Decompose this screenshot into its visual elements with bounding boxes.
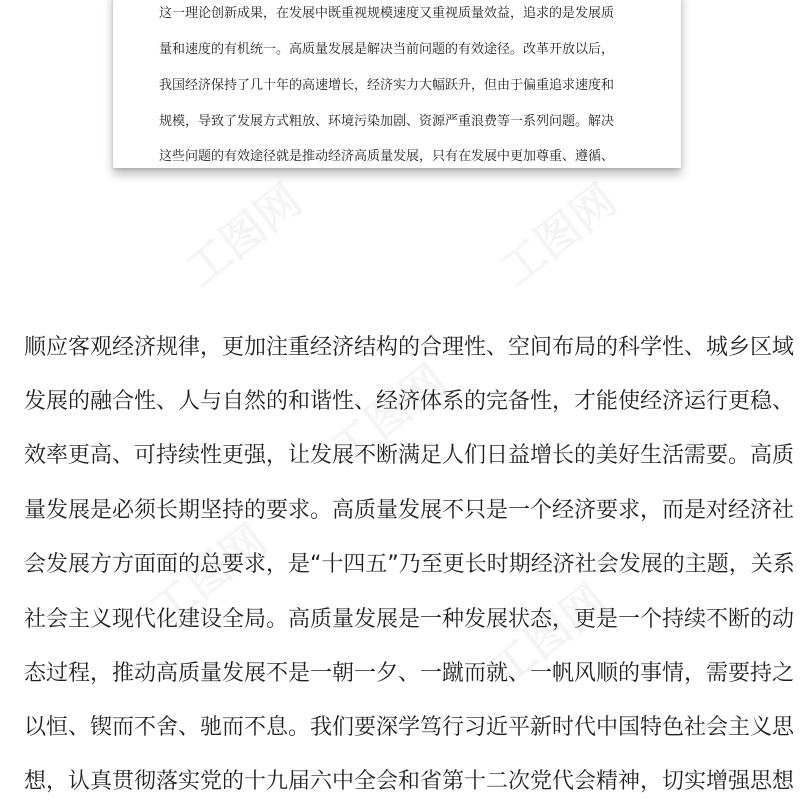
body-line-7: 态过程，推动高质量发展不是一朝一夕、一蹴而就、一帆风顺的事情，需要持之 <box>24 661 795 686</box>
body-line-8: 以恒、锲而不舍、驰而不息。我们要深学笃行习近平新时代中国特色社会主义思 <box>24 715 795 740</box>
card-line-4: 规模，导致了发展方式粗放、环境污染加剧、资源严重浪费等一系列问题。解决 <box>159 114 615 129</box>
body-line-5: 会发展方方面面的总要求，是“十四五”乃至更长时期经济社会发展的主题，关系 <box>24 552 795 577</box>
body-line-1: 顺应客观经济规律，更加注重经济结构的合理性、空间布局的科学性、城乡区域 <box>24 335 795 360</box>
watermark-1 <box>169 166 312 298</box>
body-line-2: 发展的融合性、人与自然的和谐性、经济体系的完备性，才能使经济运行更稳、 <box>24 389 795 414</box>
card-line-5: 这些问题的有效途径就是推动经济高质量发展，只有在发展中更加尊重、遵循、 <box>159 149 615 164</box>
body-line-9: 想，认真贯彻落实党的十九届六中全会和省第十二次党代会精神，切实增强思想 <box>24 769 795 794</box>
card-line-3: 我国经济保持了几十年的高速增长，经济实力大幅跃升，但由于偏重追求速度和 <box>159 78 615 93</box>
document-card <box>113 0 681 168</box>
watermark-2 <box>484 166 627 298</box>
body-line-3: 效率更高、可持续性更强，让发展不断满足人们日益增长的美好生活需要。高质 <box>24 443 795 468</box>
card-line-1: 这一理论创新成果，在发展中既重视规模速度又重视质量效益，追求的是发展质 <box>159 6 615 21</box>
card-line-2: 量和速度的有机统一。高质量发展是解决当前问题的有效途径。改革开放以后， <box>159 42 615 57</box>
body-line-6: 社会主义现代化建设全局。高质量发展是一种发展状态，更是一个持续不断的动 <box>24 607 795 632</box>
body-line-4: 量发展是必须长期坚持的要求。高质量发展不只是一个经济要求，而是对经济社 <box>24 498 795 523</box>
